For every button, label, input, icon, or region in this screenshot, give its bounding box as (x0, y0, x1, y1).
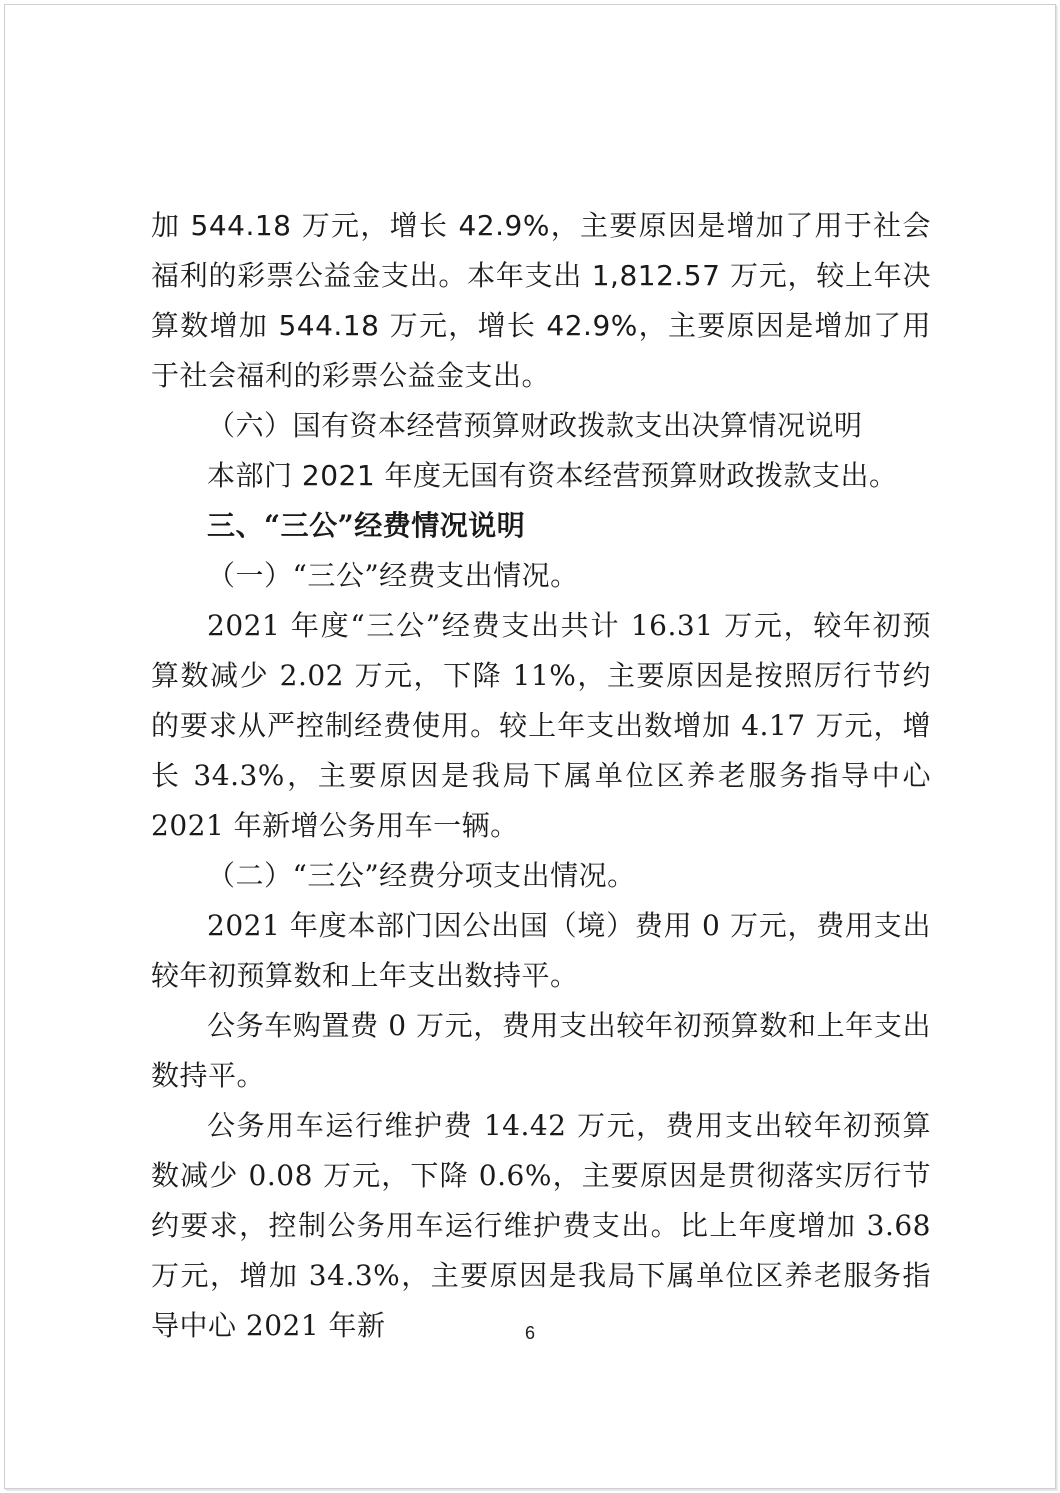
page-number: 6 (524, 1323, 535, 1343)
paragraph-three-public-total: 2021 年度“三公”经费支出共计 16.31 万元，较年初预算数减少 2.02 万元，下降 11%，主要原因是按照厉行节约的要求从严控制经费使用。较上年支出数增加 4.17 万元，增长 34.3%，主要原因是我局下属单位区养老服务指导中心 2021 年新增公务用车一辆。 (151, 609, 931, 842)
section-heading-state-capital: （六）国有资本经营预算财政拨款支出决算情况说明 (207, 409, 863, 442)
subheading-three-public-expenditure: （一）“三公”经费支出情况。 (207, 559, 579, 592)
document-body (151, 201, 931, 1351)
paragraph-vehicle-maintenance: 公务用车运行维护费 14.42 万元，费用支出较年初预算数减少 0.08 万元，下降 0.6%，主要原因是贯彻落实厉行节约要求，控制公务用车运行维护费支出。比上年度增加 3.68 万元，增加 34.3%，主要原因是我局下属单位区养老服务指导中心 2021 年新 (151, 1109, 931, 1342)
paragraph-no-state-capital: 本部门 2021 年度无国有资本经营预算财政拨款支出。 (207, 459, 898, 492)
document-page (4, 4, 1056, 1489)
section-heading-three-public: 三、“三公”经费情况说明 (207, 509, 526, 542)
paragraph-vehicle-purchase: 公务车购置费 0 万元，费用支出较年初预算数和上年支出数持平。 (151, 1009, 931, 1092)
paragraph-lottery-expenditure: 加 544.18 万元，增长 42.9%，主要原因是增加了用于社会福利的彩票公益金支出。本年支出 1,812.57 万元，较上年决算数增加 544.18 万元，增长 42.9%，主要原因是增加了用于社会福利的彩票公益金支出。 (151, 209, 931, 392)
subheading-itemized-expenditure: （二）“三公”经费分项支出情况。 (207, 859, 636, 892)
paragraph-overseas-travel: 2021 年度本部门因公出国（境）费用 0 万元，费用支出较年初预算数和上年支出数持平。 (151, 909, 931, 992)
